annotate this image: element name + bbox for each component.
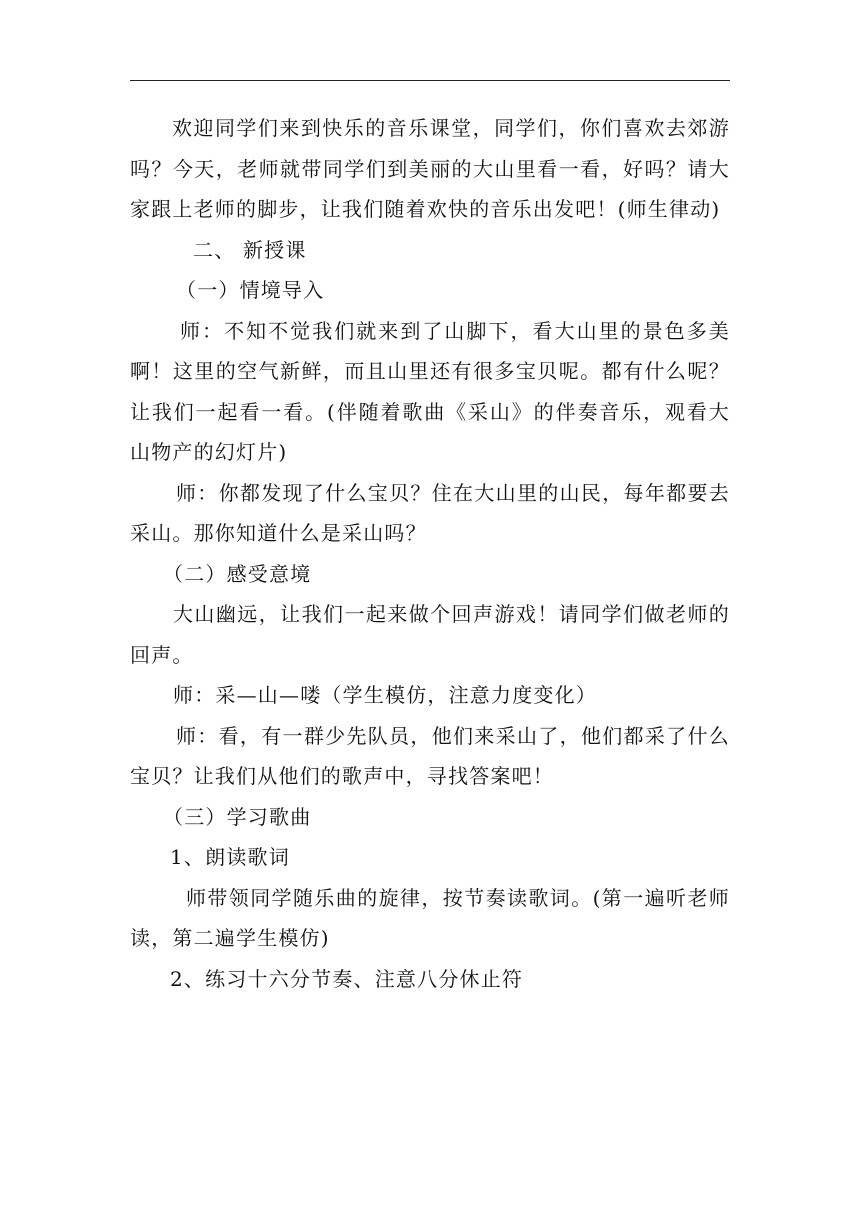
document-body bbox=[130, 108, 730, 999]
list-item-rhythm-practice: 2、练习十六分节奏、注意八分休止符 bbox=[170, 966, 524, 991]
paragraph-echo-game: 大山幽远，让我们一起来做个回声游戏！请同学们做老师的回声。 bbox=[130, 602, 730, 667]
paragraph-intro: 欢迎同学们来到快乐的音乐课堂，同学们，你们喜欢去郊游吗？今天，老师就带同学们到美丽的大山里看一看，好吗？请大家跟上老师的脚步，让我们随着欢快的音乐出发吧！(师生律动) bbox=[130, 116, 730, 221]
subsection-heading-scenario: （一）情境导入 bbox=[176, 278, 325, 302]
list-item-read-lyrics: 1、朗读歌词 bbox=[170, 845, 290, 869]
paragraph-teacher-young-pioneers: 师：看，有一群少先队员，他们来采山了，他们都采了什么宝贝？让我们从他们的歌声中，寻找答案吧！ bbox=[130, 723, 730, 788]
subsection-heading-learn-song: （三）学习歌曲 bbox=[163, 804, 312, 829]
paragraph-read-lyrics-detail: 师带领同学随乐曲的旋律，按节奏读歌词。(第一遍听老师读，第二遍学生模仿) bbox=[130, 885, 730, 950]
subsection-heading-feel-mood: （二）感受意境 bbox=[163, 561, 312, 586]
paragraph-teacher-foot-of-mountain: 师：不知不觉我们就来到了山脚下，看大山里的景色多美啊！这里的空气新鲜，而且山里还有很多宝贝呢。都有什么呢？让我们一起看一看。(伴随着歌曲《采山》的伴奏音乐，观看大山物产的幻灯片) bbox=[130, 318, 730, 464]
header-rule bbox=[130, 80, 730, 81]
paragraph-teacher-caishan-lou: 师：采—山—喽（学生模仿，注意力度变化） bbox=[173, 683, 597, 707]
paragraph-teacher-treasures: 师：你都发现了什么宝贝？住在大山里的山民，每年都要去采山。那你知道什么是采山吗？ bbox=[130, 480, 730, 545]
section-heading-new-lesson: 二、 新授课 bbox=[193, 237, 307, 262]
